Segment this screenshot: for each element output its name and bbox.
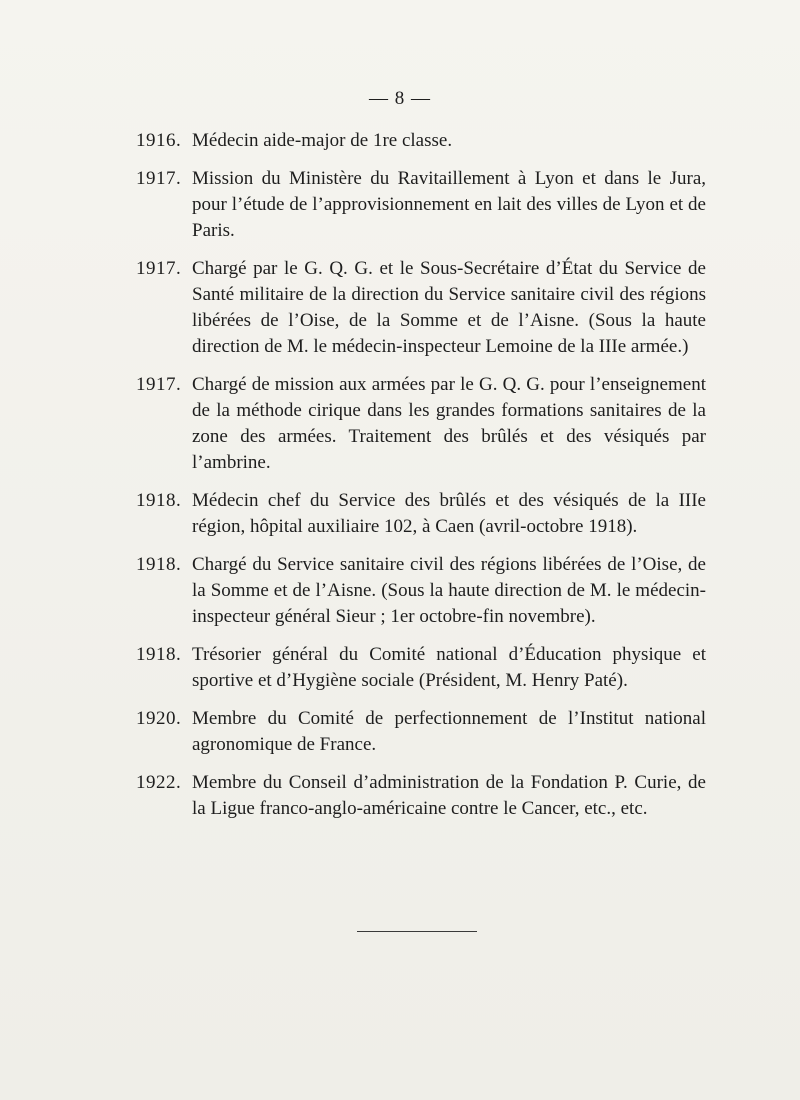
entry-text: Membre du Conseil d’administration de la Fondation P. Curie, de la Ligue franco-anglo-américaine contre le Cancer, etc., etc.	[192, 772, 706, 819]
career-entries-list	[136, 128, 706, 834]
page-number: — 8 —	[369, 88, 431, 109]
entry-year: 1916.	[136, 130, 182, 151]
list-item	[136, 642, 706, 694]
list-item	[136, 706, 706, 758]
entry-year: 1922.	[136, 772, 182, 793]
entry-text: Trésorier général du Comité national d’Éducation physique et sportive et d’Hygiène sociale (Président, M. Henry Paté).	[192, 644, 706, 691]
entry-text: Médecin aide-major de 1re classe.	[192, 130, 453, 151]
entry-year: 1918.	[136, 644, 182, 665]
entry-text: Membre du Comité de perfectionnement de l’Institut national agronomique de France.	[192, 708, 706, 755]
entry-year: 1917.	[136, 168, 182, 189]
entry-year: 1920.	[136, 708, 182, 729]
entry-text: Mission du Ministère du Ravitaillement à Lyon et dans le Jura, pour l’étude de l’approvisionnement en lait des villes de Lyon et de Paris.	[192, 168, 706, 241]
list-item	[136, 166, 706, 244]
entry-text: Chargé par le G. Q. G. et le Sous-Secrétaire d’État du Service de Santé militaire de la direction du Service sanitaire civil des régions libérées de l’Oise, de la Somme et de l’Aisne. (Sous la haute direction de M. le médecin-inspecteur Lemoine de la IIIe armée.)	[192, 258, 706, 357]
list-item	[136, 372, 706, 476]
list-item	[136, 552, 706, 630]
list-item	[136, 256, 706, 360]
closing-divider	[357, 931, 477, 932]
list-item	[136, 488, 706, 540]
entry-text: Chargé de mission aux armées par le G. Q. G. pour l’enseignement de la méthode cirique dans les grandes formations sanitaires de la zone des armées. Traitement des brûlés et des vésiqués par l’ambrine.	[192, 374, 706, 473]
list-item	[136, 770, 706, 822]
entry-year: 1917.	[136, 258, 182, 279]
entry-year: 1917.	[136, 374, 182, 395]
entry-text: Chargé du Service sanitaire civil des régions libérées de l’Oise, de la Somme et de l’Aisne. (Sous la haute direction de M. le médecin-inspecteur général Sieur ; 1er octobre-fin novembre).	[192, 554, 706, 627]
entry-text: Médecin chef du Service des brûlés et des vésiqués de la IIIe région, hôpital auxiliaire 102, à Caen (avril-octobre 1918).	[192, 490, 706, 537]
entry-year: 1918.	[136, 490, 182, 511]
entry-year: 1918.	[136, 554, 182, 575]
list-item	[136, 128, 706, 154]
